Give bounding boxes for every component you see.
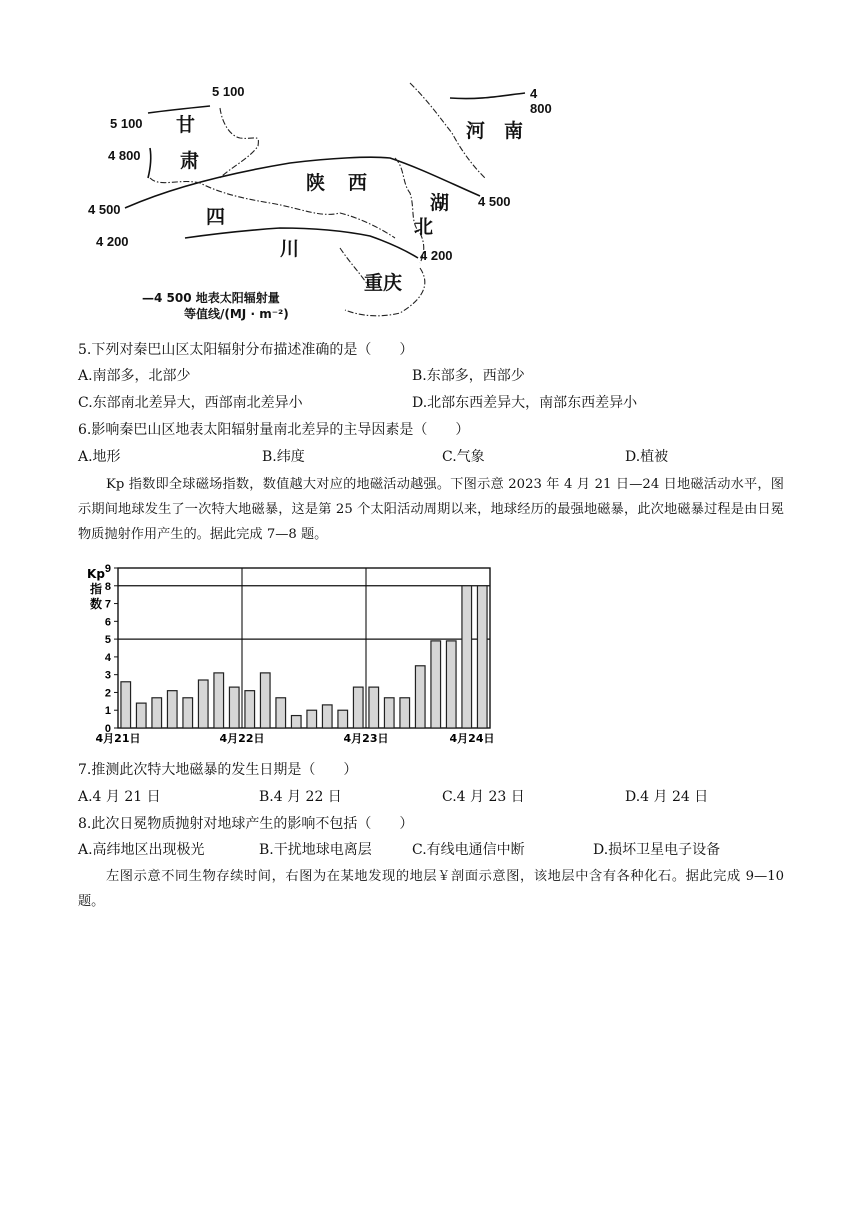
bar-12	[307, 710, 317, 728]
q7-option-a[interactable]: A.4 月 21 日	[78, 789, 161, 805]
contour-label-4500-left: 4 500	[88, 202, 121, 217]
contour-label-4200-left: 4 200	[96, 234, 129, 249]
bar-20	[431, 641, 441, 728]
bar-13	[322, 705, 332, 728]
question-8: 8.此次日冕物质抛射对地球产生的影响不包括（ ）	[78, 816, 414, 832]
q6-option-b[interactable]: B.纬度	[262, 449, 305, 465]
y-tick-label-8: 8	[104, 580, 111, 593]
y-tick-label-3: 3	[104, 669, 111, 682]
kp-chart	[82, 560, 522, 750]
q6-option-d[interactable]: D.植被	[625, 449, 669, 465]
bar-19	[415, 666, 425, 728]
region-nan: 南	[504, 120, 524, 142]
bar-23	[477, 586, 487, 728]
y-axis-label-part-2: 数	[89, 597, 103, 611]
x-tick-label-1: 4月22日	[219, 732, 265, 745]
map-legend-line2: 等值线/(MJ · m⁻²)	[184, 307, 289, 321]
bar-6	[214, 673, 224, 728]
bar-8	[245, 691, 255, 728]
bar-18	[400, 698, 410, 728]
q6-option-a[interactable]: A.地形	[78, 449, 121, 465]
region-hu: 湖	[430, 192, 450, 214]
bar-2	[152, 698, 162, 728]
bar-7	[229, 687, 239, 728]
question-6: 6.影响秦巴山区地表太阳辐射量南北差异的主导因素是（ ）	[78, 422, 470, 438]
question-7: 7.推测此次特大地磁暴的发生日期是（ ）	[78, 762, 358, 778]
region-gan: 甘	[176, 114, 196, 136]
q7-option-c[interactable]: C.4 月 23 日	[442, 789, 525, 805]
bar-0	[121, 682, 131, 728]
border-gansu-shaanxi	[220, 108, 258, 178]
q5-option-a[interactable]: A.南部多，北部少	[78, 368, 191, 384]
bar-16	[369, 687, 379, 728]
bar-4	[183, 698, 193, 728]
bar-21	[446, 641, 456, 728]
q8-option-d[interactable]: D.损坏卫星电子设备	[593, 842, 721, 858]
y-tick-label-1: 1	[104, 705, 111, 718]
region-xi: 西	[348, 172, 368, 194]
q8-option-a[interactable]: A.高纬地区出现极光	[78, 842, 205, 858]
q8-option-b[interactable]: B.干扰地球电离层	[259, 842, 372, 858]
q7-option-d[interactable]: D.4 月 24 日	[625, 789, 709, 805]
y-tick-label-0: 0	[104, 723, 111, 735]
q8-option-c[interactable]: C.有线电通信中断	[412, 842, 525, 858]
region-su: 肃	[180, 150, 200, 172]
y-tick-label-7: 7	[104, 598, 111, 611]
contour-4500	[125, 157, 480, 208]
contour-label-4500-right: 4 500	[478, 194, 511, 209]
y-tick-label-9: 9	[104, 563, 111, 575]
region-chuan: 川	[280, 238, 300, 260]
y-tick-label-5: 5	[104, 634, 111, 647]
bar-10	[276, 698, 286, 728]
contour-label-5100-top: 5 100	[212, 84, 245, 99]
bar-17	[384, 698, 394, 728]
region-he: 河	[466, 120, 486, 142]
q5-option-d[interactable]: D.北部东西差异大，南部东西差异小	[412, 395, 638, 411]
y-tick-label-2: 2	[104, 687, 111, 700]
solar-radiation-map	[80, 78, 552, 328]
y-axis-label-part-0: Kp	[87, 567, 105, 581]
bar-1	[136, 703, 146, 728]
x-tick-label-2: 4月23日	[343, 732, 389, 745]
x-tick-label-0: 4月21日	[95, 732, 141, 745]
bar-14	[338, 710, 348, 728]
contour-4800-east	[450, 93, 525, 99]
region-shaan: 陕	[306, 172, 326, 194]
contour-4800-west	[148, 148, 151, 178]
contour-label-4200-right: 4 200	[420, 248, 453, 263]
kp-chart-svg	[82, 560, 522, 750]
contour-4200	[185, 228, 418, 258]
y-tick-label-4: 4	[104, 651, 111, 664]
bar-11	[291, 716, 301, 728]
region-chongqing: 重庆	[364, 272, 403, 294]
intro-fossil-strata: 左图示意不同生物存续时间，右图为在某地发现的地层￥剖面示意图，该地层中含有各种化石。据此完成 9—10 题。	[78, 869, 784, 909]
q5-option-c[interactable]: C.东部南北差异大，西部南北差异小	[78, 395, 303, 411]
x-tick-label-3: 4月24日	[449, 732, 495, 745]
q7-option-b[interactable]: B.4 月 22 日	[259, 789, 342, 805]
bar-5	[198, 680, 208, 728]
region-bei: 北	[414, 216, 434, 238]
q6-option-c[interactable]: C.气象	[442, 449, 485, 465]
region-si: 四	[206, 206, 226, 228]
bar-9	[260, 673, 270, 728]
contour-label-4800-left: 4 800	[108, 148, 141, 163]
intro-kp-index: Kp 指数即全球磁场指数，数值越大对应的地磁活动越强。下图示意 2023 年 4 月 21 日—24 日地磁活动水平，图示期间地球发生了一次特大地磁暴，这是第 25 个太阳活动周期以来，地球经历的最强地磁暴，此次地磁暴过程是由日冕物质抛射作用产生的。据此完成 7—8 题。	[78, 477, 784, 542]
contour-label-5100-left: 5 100	[110, 116, 143, 131]
contour-label-4800-right: 4 800	[530, 86, 552, 116]
map-legend-line1: —4 500 地表太阳辐射量	[142, 291, 280, 305]
question-5: 5.下列对秦巴山区太阳辐射分布描述准确的是（ ）	[78, 342, 414, 358]
bar-3	[167, 691, 177, 728]
bar-22	[462, 586, 472, 728]
bar-15	[353, 687, 363, 728]
map-legend	[142, 290, 289, 322]
q5-option-b[interactable]: B.东部多，西部少	[412, 368, 525, 384]
y-axis-label-part-1: 指	[89, 582, 103, 596]
y-tick-label-6: 6	[104, 616, 111, 629]
